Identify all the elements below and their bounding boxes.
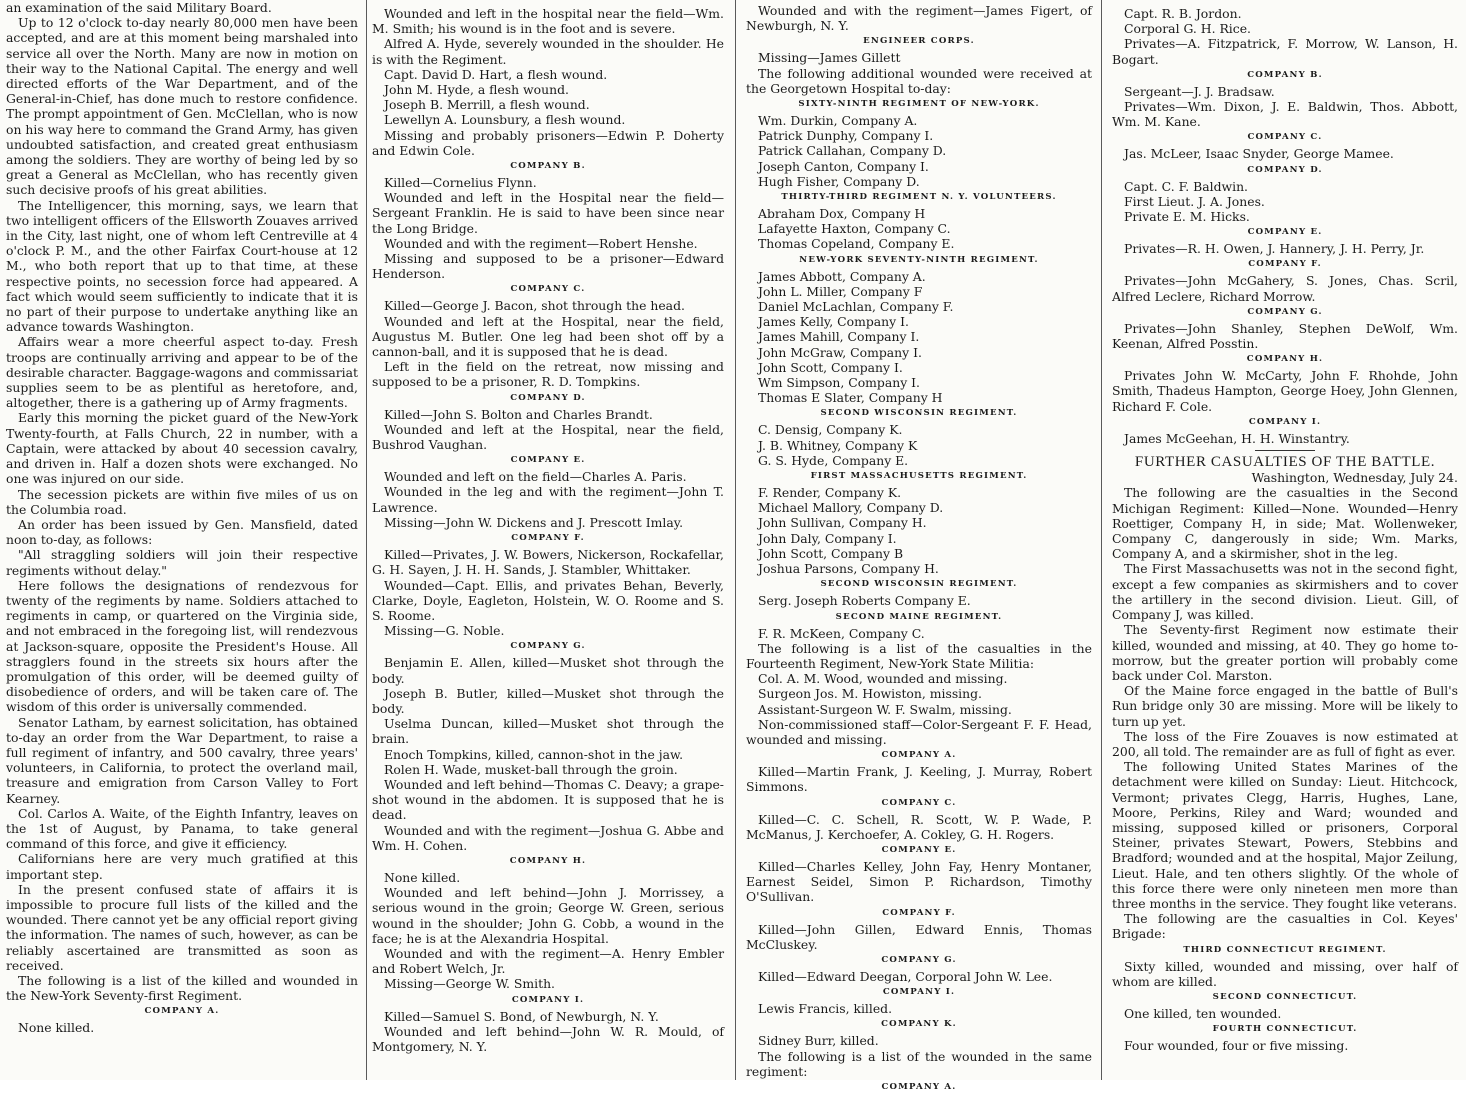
paragraph: Joshua Parsons, Company H.	[758, 561, 939, 577]
paragraph: The Seventy-first Regiment now estimate their killed, wounded and missing, at 40. They go home to-morrow, but the greater portion will probably come back under Col. Marston.	[1112, 622, 1458, 683]
paragraph: Wounded and left behind—John W. R. Mould, of Montgomery, N. Y.	[372, 1023, 724, 1054]
paragraph: John Scott, Company B	[758, 545, 904, 561]
section-heading: COMPANY C.	[1247, 132, 1323, 143]
section-heading: COMPANY F.	[882, 907, 956, 918]
column-3	[746, 0, 1092, 1092]
paragraph: Missing and supposed to be a prisoner—Edward Henderson.	[372, 251, 724, 282]
paragraph: One killed, ten wounded.	[1124, 1005, 1282, 1021]
paragraph: Thomas E Slater, Company H	[758, 390, 943, 406]
paragraph: Benjamin E. Allen, killed—Musket shot through the body.	[372, 655, 724, 686]
paragraph: Lafayette Haxton, Company C.	[758, 221, 951, 237]
paragraph: Killed—George J. Bacon, shot through the head.	[384, 298, 685, 314]
paragraph: Early this morning the picket guard of the New-York Twenty-fourth, at Falls Church, 22 in number, with a Captain, were attacked by about 40 secession cavalry, and driven in. Half a dozen shots were exchanged. No one was injured on our side.	[6, 410, 358, 487]
paragraph: Daniel McLachlan, Company F.	[758, 299, 954, 315]
section-divider	[1255, 450, 1315, 451]
paragraph: John McGraw, Company I.	[758, 344, 922, 360]
paragraph: Missing—John W. Dickens and J. Prescott Imlay.	[384, 514, 684, 530]
paragraph: The following is a list of the wounded in the same regiment:	[746, 1048, 1092, 1079]
paragraph: Killed—Charles Kelley, John Fay, Henry Montaner, Earnest Seidel, Simon P. Richardson, Timothy O'Sullivan.	[746, 858, 1092, 905]
section-heading: COMPANY B.	[510, 161, 586, 172]
paragraph: Joseph Canton, Company I.	[758, 158, 929, 174]
paragraph: Killed—Cornelius Flynn.	[384, 175, 537, 191]
paragraph: Uselma Duncan, killed—Musket shot through the brain.	[372, 716, 724, 747]
paragraph: Corporal G. H. Rice.	[1124, 21, 1251, 37]
section-heading: COMPANY A.	[881, 1081, 957, 1092]
paragraph: Missing—James Gillett	[758, 50, 901, 66]
section-heading: COMPANY F.	[511, 533, 585, 544]
section-heading: COMPANY G.	[1247, 306, 1323, 317]
paragraph: Four wounded, four or five missing.	[1124, 1038, 1349, 1054]
section-heading: COMPANY K.	[881, 1019, 957, 1030]
section-heading: COMPANY A.	[881, 750, 957, 761]
paragraph: Left in the field on the retreat, now missing and supposed to be a prisoner, R. D. Tompkins.	[372, 359, 724, 390]
column-rule-3	[1101, 0, 1102, 1080]
paragraph: "All straggling soldiers will join their respective regiments without delay."	[6, 547, 358, 578]
section-heading: COMPANY C.	[510, 284, 586, 295]
paragraph: Abraham Dox, Company H	[758, 206, 926, 222]
paragraph: Californians here are very much gratified at this important step.	[6, 851, 358, 882]
paragraph: Wounded and with the regiment—Robert Henshe.	[384, 235, 698, 251]
paragraph: The following is a list of the killed and wounded in the New-York Seventy-first Regiment.	[6, 973, 358, 1004]
paragraph: Wounded and left at the Hospital, near the field, Bushrod Vaughan.	[372, 421, 724, 453]
paragraph: J. B. Whitney, Company K	[758, 437, 918, 453]
paragraph: John Daly, Company I.	[758, 530, 897, 546]
paragraph: None killed.	[384, 869, 461, 885]
paragraph: Killed—C. C. Schell, R. Scott, W. P. Wade, P. McManus, J. Kerchoefer, A. Cokley, G. H. Rogers.	[746, 811, 1092, 842]
section-heading: COMPANY E.	[1247, 227, 1323, 238]
section-heading: COMPANY E.	[881, 844, 957, 855]
paragraph: John Sullivan, Company H.	[758, 515, 927, 531]
section-heading: COMPANY F.	[1248, 259, 1322, 270]
paragraph: Capt. David D. Hart, a flesh wound.	[384, 66, 608, 82]
paragraph: Missing and probably prisoners—Edwin P. Doherty and Edwin Cole.	[372, 127, 724, 158]
paragraph: The secession pickets are within five miles of us on the Columbia road.	[6, 486, 358, 517]
paragraph: Up to 12 o'clock to-day nearly 80,000 men have been accepted, and are at this moment being marshaled into service all over the North. Many are now in motion on their way to the National Capital. The energy and well directed efforts of the War Department, and of the General-in-Chief, has done much to restore confidence. The prompt appointment of Gen. McClellan, who is now on his way here to command the Grand Army, has given undoubted satisfaction, and created great enthusiasm among the soldiers. They are worthy of being led by so great a General as McClellan, who has recently given such decisive proofs of his great abilities.	[6, 15, 358, 198]
paragraph: The following are the casualties in the Second Michigan Regiment: Killed—None. Wounded—Henry Roettiger, Company H, in side; Mat. Wollenweker, Company C, dangerously in side; Wm. Marks, Company A, and a skirmisher, shot in the leg.	[1112, 485, 1458, 562]
paragraph: Killed—John Gillen, Edward Ennis, Thomas McCluskey.	[746, 921, 1092, 952]
paragraph: First Lieut. J. A. Jones.	[1124, 193, 1265, 209]
section-heading: NEW-YORK SEVENTY-NINTH REGIMENT.	[799, 254, 1039, 265]
paragraph: Wounded and left in the hospital near the field—Wm. M. Smith; his wound is in the foot and is severe.	[372, 6, 724, 37]
dateline: Washington, Wednesday, July 24.	[1251, 470, 1458, 486]
paragraph: Wounded and with the regiment—Joshua G. Abbe and Wm. H. Cohen.	[372, 822, 724, 853]
section-heading: COMPANY B.	[1247, 69, 1323, 80]
section-heading: ENGINEER CORPS.	[863, 36, 975, 47]
paragraph: John M. Hyde, a flesh wound.	[384, 82, 569, 98]
paragraph: Alfred A. Hyde, severely wounded in the shoulder. He is with the Regiment.	[372, 36, 724, 67]
paragraph: Of the Maine force engaged in the battle of Bull's Run bridge only 30 are missing. More will be likely to turn up yet.	[1112, 683, 1458, 729]
paragraph: Killed—John S. Bolton and Charles Brandt.	[384, 406, 653, 422]
paragraph: Capt. R. B. Jordon.	[1124, 6, 1242, 21]
paragraph: Wounded in the leg and with the regiment—John T. Lawrence.	[372, 484, 724, 515]
column-1	[6, 0, 358, 1080]
paragraph: Affairs wear a more cheerful aspect to-day. Fresh troops are continually arriving and appear to be of the desirable character. Baggage-wagons and commissariat supplies seem to be as plentiful as heretofore, and, altogether, there is a gathering up of Army fragments.	[6, 334, 358, 411]
paragraph: Privates—John Shanley, Stephen DeWolf, Wm. Keenan, Alfred Posstin.	[1112, 320, 1458, 352]
paragraph: Patrick Callahan, Company D.	[758, 143, 947, 159]
paragraph: James Mahill, Company I.	[758, 329, 920, 345]
paragraph: Privates—John McGahery, S. Jones, Chas. Scril, Alfred Leclere, Richard Morrow.	[1112, 273, 1458, 304]
paragraph: Missing—G. Noble.	[384, 623, 505, 639]
paragraph: an examination of the said Military Board.	[6, 0, 272, 15]
section-heading: SECOND WISCONSIN REGIMENT.	[820, 408, 1018, 419]
paragraph: Missing—George W. Smith.	[384, 976, 555, 992]
paragraph: Joseph B. Butler, killed—Musket shot through the body.	[372, 685, 724, 716]
paragraph: Privates—R. H. Owen, J. Hannery, J. H. Perry, Jr.	[1124, 241, 1425, 257]
paragraph: James Abbott, Company A.	[758, 268, 926, 284]
section-heading: COMPANY E.	[510, 455, 586, 466]
paragraph: The First Massachusetts was not in the second fight, except a few companies as skirmishers and to cover the artillery in the second division. Lieut. Gill, of Company J, was killed.	[1112, 561, 1458, 623]
paragraph: Patrick Dunphy, Company I.	[758, 128, 934, 144]
section-heading: SIXTY-NINTH REGIMENT OF NEW-YORK.	[798, 99, 1040, 110]
paragraph: James McGeehan, H. H. Winstantry.	[1124, 430, 1350, 446]
column-rule-1	[366, 0, 367, 1080]
paragraph: Wounded and left behind—John J. Morrissey, a serious wound in the groin; George W. Green, serious wound in the shoulder; John G. Cobb, a wound in the face; he is at the Alexandria Hospital.	[372, 885, 724, 946]
paragraph: Wounded and with the regiment—James Figert, of Newburgh, N. Y.	[746, 3, 1092, 34]
section-heading: COMPANY G.	[881, 954, 957, 965]
paragraph: Jas. McLeer, Isaac Snyder, George Mamee.	[1124, 146, 1394, 162]
paragraph: Wounded and left at the Hospital, near the field, Augustus M. Butler. One leg had been shot off by a cannon-ball, and it is supposed that he is dead.	[372, 313, 724, 360]
paragraph: Privates John W. McCarty, John F. Rhohde, John Smith, Thadeus Hampton, George Hoey, John Glennen, Richard F. Cole.	[1112, 368, 1458, 414]
paragraph: Lewis Francis, killed.	[758, 1001, 893, 1017]
section-heading: FIRST MASSACHUSETTS REGIMENT.	[810, 471, 1028, 482]
section-heading: COMPANY I.	[882, 987, 956, 998]
paragraph: Non-commissioned staff—Color-Sergeant F. F. Head, wounded and missing.	[746, 716, 1092, 747]
section-heading: COMPANY D.	[1247, 164, 1323, 175]
paragraph: Wounded and left in the Hospital near the field—Sergeant Franklin. He is said to have been since near the Long Bridge.	[372, 190, 724, 236]
section-heading: COMPANY D.	[510, 392, 586, 403]
paragraph: Wounded and left on the field—Charles A. Paris.	[384, 469, 687, 485]
section-heading: COMPANY C.	[881, 797, 957, 808]
paragraph: C. Densig, Company K.	[758, 422, 903, 438]
paragraph: Here follows the designations of rendezvous for twenty of the regiments by name. Soldiers attached to regiments in camp, or quartered on the Virginia side, and not embraced in the foregoing list, will rendezvous at Jackson-square, opposite the President's House. All stragglers found in the streets six hours after the promulgation of this order, will be deemed guilty of disobedience of orders, and will be taken care of. The wisdom of this order is universally commended.	[6, 577, 358, 715]
paragraph: John Scott, Company I.	[758, 359, 903, 375]
paragraph: Sidney Burr, killed.	[758, 1033, 879, 1049]
paragraph: Wounded and with the regiment—A. Henry Embler and Robert Welch, Jr.	[372, 945, 724, 977]
paragraph: Joseph B. Merrill, a flesh wound.	[384, 97, 590, 113]
paragraph: Serg. Joseph Roberts Company E.	[758, 593, 971, 609]
section-heading: COMPANY A.	[144, 1006, 220, 1017]
paragraph: Wounded and left behind—Thomas C. Deavy; a grape-shot wound in the abdomen. It is supposed that he is dead.	[372, 776, 724, 823]
paragraph: In the present confused state of affairs it is impossible to procure full lists of the killed and the wounded. There cannot yet be any official report giving the information. The names of such, however, as can be reliably ascertained are transmitted as soon as received.	[6, 881, 358, 973]
paragraph: Killed—Martin Frank, J. Keeling, J. Murray, Robert Simmons.	[746, 764, 1092, 795]
paragraph: Hugh Fisher, Company D.	[758, 173, 920, 189]
paragraph: Surgeon Jos. M. Howiston, missing.	[758, 686, 982, 702]
paragraph: Privates—Wm. Dixon, J. E. Baldwin, Thos. Abbott, Wm. M. Kane.	[1112, 99, 1458, 130]
section-heading: SECOND MAINE REGIMENT.	[835, 611, 1003, 622]
paragraph: Wm Simpson, Company I.	[758, 375, 920, 391]
section-heading: THIRTY-THIRD REGIMENT N. Y. VOLUNTEERS.	[781, 192, 1057, 203]
paragraph: The loss of the Fire Zouaves is now estimated at 200, all told. The remainder are as full of fight as ever.	[1112, 728, 1458, 759]
paragraph: John L. Miller, Company F	[758, 283, 923, 299]
column-rule-2	[735, 0, 736, 1080]
paragraph: Lewellyn A. Lounsbury, a flesh wound.	[384, 112, 626, 128]
section-heading: SECOND WISCONSIN REGIMENT.	[820, 579, 1018, 590]
paragraph: F. R. McKeen, Company C.	[758, 625, 925, 641]
paragraph: The following are the casualties in Col. Keyes' Brigade:	[1112, 911, 1458, 942]
paragraph: The following United States Marines of the detachment were killed on Sunday: Lieut. Hitchcock, Vermont; privates Clegg, Harris, Hughes, Lane, Moore, Perkins, Riley and Ward; wounded and missing, supposed killed or prisoners, Corporal Steiner, privates Stewart, Powers, Stebbins and Bradford; wounded and at the hospital, Major Zeilung, Lieut. Hale, and ten others slightly. Of the whole of this force there were only nineteen men more than three months in the service. They fought like veterans.	[1112, 759, 1458, 911]
section-heading: COMPANY H.	[509, 855, 587, 866]
paragraph: Killed—Samuel S. Bond, of Newburgh, N. Y.	[384, 1008, 659, 1024]
section-heading: THIRD CONNECTICUT REGIMENT.	[1183, 944, 1387, 955]
paragraph: Privates—A. Fitzpatrick, F. Morrow, W. Lanson, H. Bogart.	[1112, 36, 1458, 67]
section-heading: SECOND CONNECTICUT.	[1212, 991, 1358, 1002]
column-4	[1112, 0, 1458, 1080]
paragraph: An order has been issued by Gen. Mansfield, dated noon to-day, as follows:	[6, 516, 358, 548]
section-heading: COMPANY I.	[511, 994, 585, 1005]
paragraph: Killed—Edward Deegan, Corporal John W. Lee.	[758, 968, 1053, 984]
section-heading: COMPANY I.	[1248, 416, 1322, 427]
paragraph: Col. Carlos A. Waite, of the Eighth Infantry, leaves on the 1st of August, by Panama, to take general command of this force, and give it efficiency.	[6, 805, 358, 852]
paragraph: Thomas Copeland, Company E.	[758, 236, 955, 252]
column-2	[372, 0, 724, 1080]
paragraph: Sixty killed, wounded and missing, over half of whom are killed.	[1112, 958, 1458, 989]
paragraph: Michael Mallory, Company D.	[758, 500, 944, 516]
paragraph: Capt. C. F. Baldwin.	[1124, 178, 1248, 194]
paragraph: The Intelligencer, this morning, says, we learn that two intelligent officers of the Ellsworth Zouaves arrived in the City, last night, one of whom left Centreville at 4 o'clock P. M., and the other Fairfax Court-house at 12 M., who both report that up to that time, at these respective points, no secession force had appeared. A fact which would seem sufficiently to indicate that it is no part of their purpose to undertake anything like an advance towards Washington.	[6, 197, 358, 335]
paragraph: The following additional wounded were received at the Georgetown Hospital to-day:	[746, 65, 1092, 96]
paragraph: The following is a list of the casualties in the Fourteenth Regiment, New-York State Militia:	[746, 640, 1092, 671]
article-headline: FURTHER CASUALTIES OF THE BATTLE.	[1134, 454, 1436, 471]
paragraph: Assistant-Surgeon W. F. Swalm, missing.	[758, 701, 1012, 717]
section-heading: FOURTH CONNECTICUT.	[1212, 1024, 1358, 1035]
paragraph: G. S. Hyde, Company E.	[758, 452, 909, 468]
paragraph: Killed—Privates, J. W. Bowers, Nickerson, Rockafellar, G. H. Sayen, J. H. H. Sands, J. Stambler, Whittaker.	[372, 547, 724, 578]
paragraph: Sergeant—J. J. Bradsaw.	[1124, 83, 1275, 99]
paragraph: Enoch Tompkins, killed, cannon-shot in the jaw.	[384, 746, 684, 762]
paragraph: Col. A. M. Wood, wounded and missing.	[758, 671, 1008, 687]
paragraph: James Kelly, Company I.	[758, 314, 909, 330]
paragraph: Private E. M. Hicks.	[1124, 209, 1250, 225]
paragraph: Wm. Durkin, Company A.	[758, 113, 918, 129]
paragraph: Senator Latham, by earnest solicitation, has obtained to-day an order from the War Department, to raise a full regiment of infantry, and 500 cavalry, three years' volunteers, in California, to protect the overland mail, treasure and emigration from Carson Valley to Fort Kearney.	[6, 714, 358, 806]
section-heading: COMPANY H.	[1246, 354, 1324, 365]
paragraph: Wounded—Capt. Ellis, and privates Behan, Beverly, Clarke, Doyle, Eagleton, Holstein, W. O. Roome and S. S. Roome.	[372, 577, 724, 623]
section-heading: COMPANY G.	[510, 641, 586, 652]
paragraph: Rolen H. Wade, musket-ball through the groin.	[384, 761, 678, 777]
paragraph: None killed.	[18, 1020, 95, 1036]
paragraph: F. Render, Company K.	[758, 485, 902, 501]
